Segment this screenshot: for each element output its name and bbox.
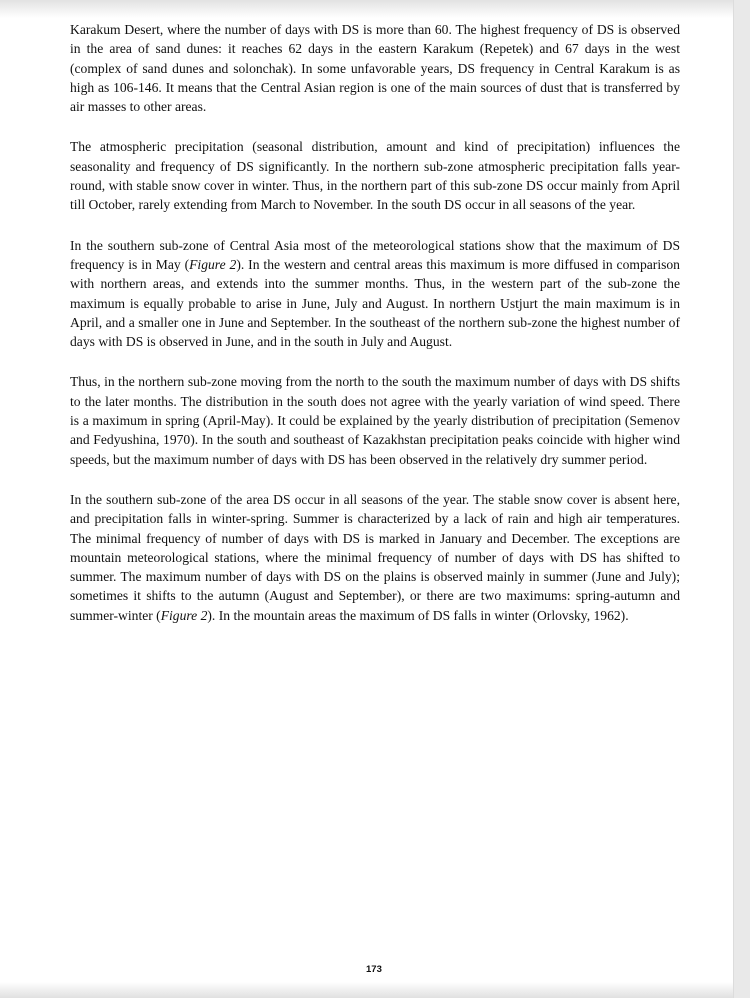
paragraph-text: In the southern sub-zone of Central Asia most of the meteorological stations show that the maximum of DS frequency is in May (	[70, 237, 680, 272]
paragraph-southern-subzone-maximum	[70, 236, 680, 352]
paragraph-text: In the southern sub-zone of the area DS occur in all seasons of the year. The stable snow cover is absent here, and precipitation falls in winter-spring. Summer is characterized by a lack of rain and high air temperatures. The minimal frequency of number of days with DS is marked in January and December. The exceptions are mountain meteorological stations, where the minimal frequency of number of days with DS has shifted to summer. The maximum number of days with DS on the plains is observed mainly in summer (June and July); sometimes it shifts to the autumn (August and September), or there are two maximums: spring-autumn and summer-winter (	[70, 491, 680, 623]
paragraph-text: ). In the mountain areas the maximum of DS falls in winter (Orlovsky, 1962).	[207, 607, 629, 623]
paragraph-precipitation-influence: The atmospheric precipitation (seasonal distribution, amount and kind of precipitation) influences the seasonality and frequency of DS significantly. In the northern sub-zone atmospheric precipitation falls year-round, with stable snow cover in winter. Thus, in the northern part of this sub-zone DS occur mainly from April till October, rarely extending from March to November. In the south DS occur in all seasons of the year.	[70, 139, 680, 213]
paragraph-southern-subzone-seasons	[70, 490, 680, 625]
figure-reference: Figure 2	[189, 256, 237, 272]
page-number: 173	[366, 964, 382, 975]
paragraph-karakum-frequency: Karakum Desert, where the number of days with DS is more than 60. The highest frequency of DS is observed in the area of sand dunes: it reaches 62 days in the eastern Karakum (Repetek) and 67 days in the west (complex of sand dunes and solonchak). In some unfavorable years, DS frequency in Central Karakum is as high as 106-146. It means that the Central Asian region is one of the main sources of dust that is transferred by air masses to other areas.	[70, 22, 680, 115]
viewer-top-shadow	[0, 0, 733, 18]
viewer-bottom-shadow	[0, 982, 733, 998]
document-page	[70, 20, 680, 646]
figure-reference: Figure 2	[160, 607, 208, 623]
paragraph-text: ). In the western and central areas this maximum is more diffused in comparison with northern areas, and extends into the summer months. Thus, in the western part of the sub-zone the maximum is equally probable to arise in June, July and August. In northern Ustjurt the main maximum is in April, and a smaller one in June and September. In the southeast of the northern sub-zone the highest number of days with DS is observed in June, and in the south in July and August.	[70, 256, 680, 350]
paragraph-northern-subzone-shift: Thus, in the northern sub-zone moving from the north to the south the maximum number of days with DS shifts to the later months. The distribution in the south does not agree with the yearly variation of wind speed. There is a maximum in spring (April-May). It could be explained by the yearly distribution of precipitation (Semenov and Fedyushina, 1970). In the south and southeast of Kazakhstan precipitation peaks coincide with higher wind speeds, but the maximum number of days with DS has been observed in the relatively dry summer period.	[70, 374, 680, 467]
vertical-scrollbar[interactable]	[733, 0, 750, 998]
